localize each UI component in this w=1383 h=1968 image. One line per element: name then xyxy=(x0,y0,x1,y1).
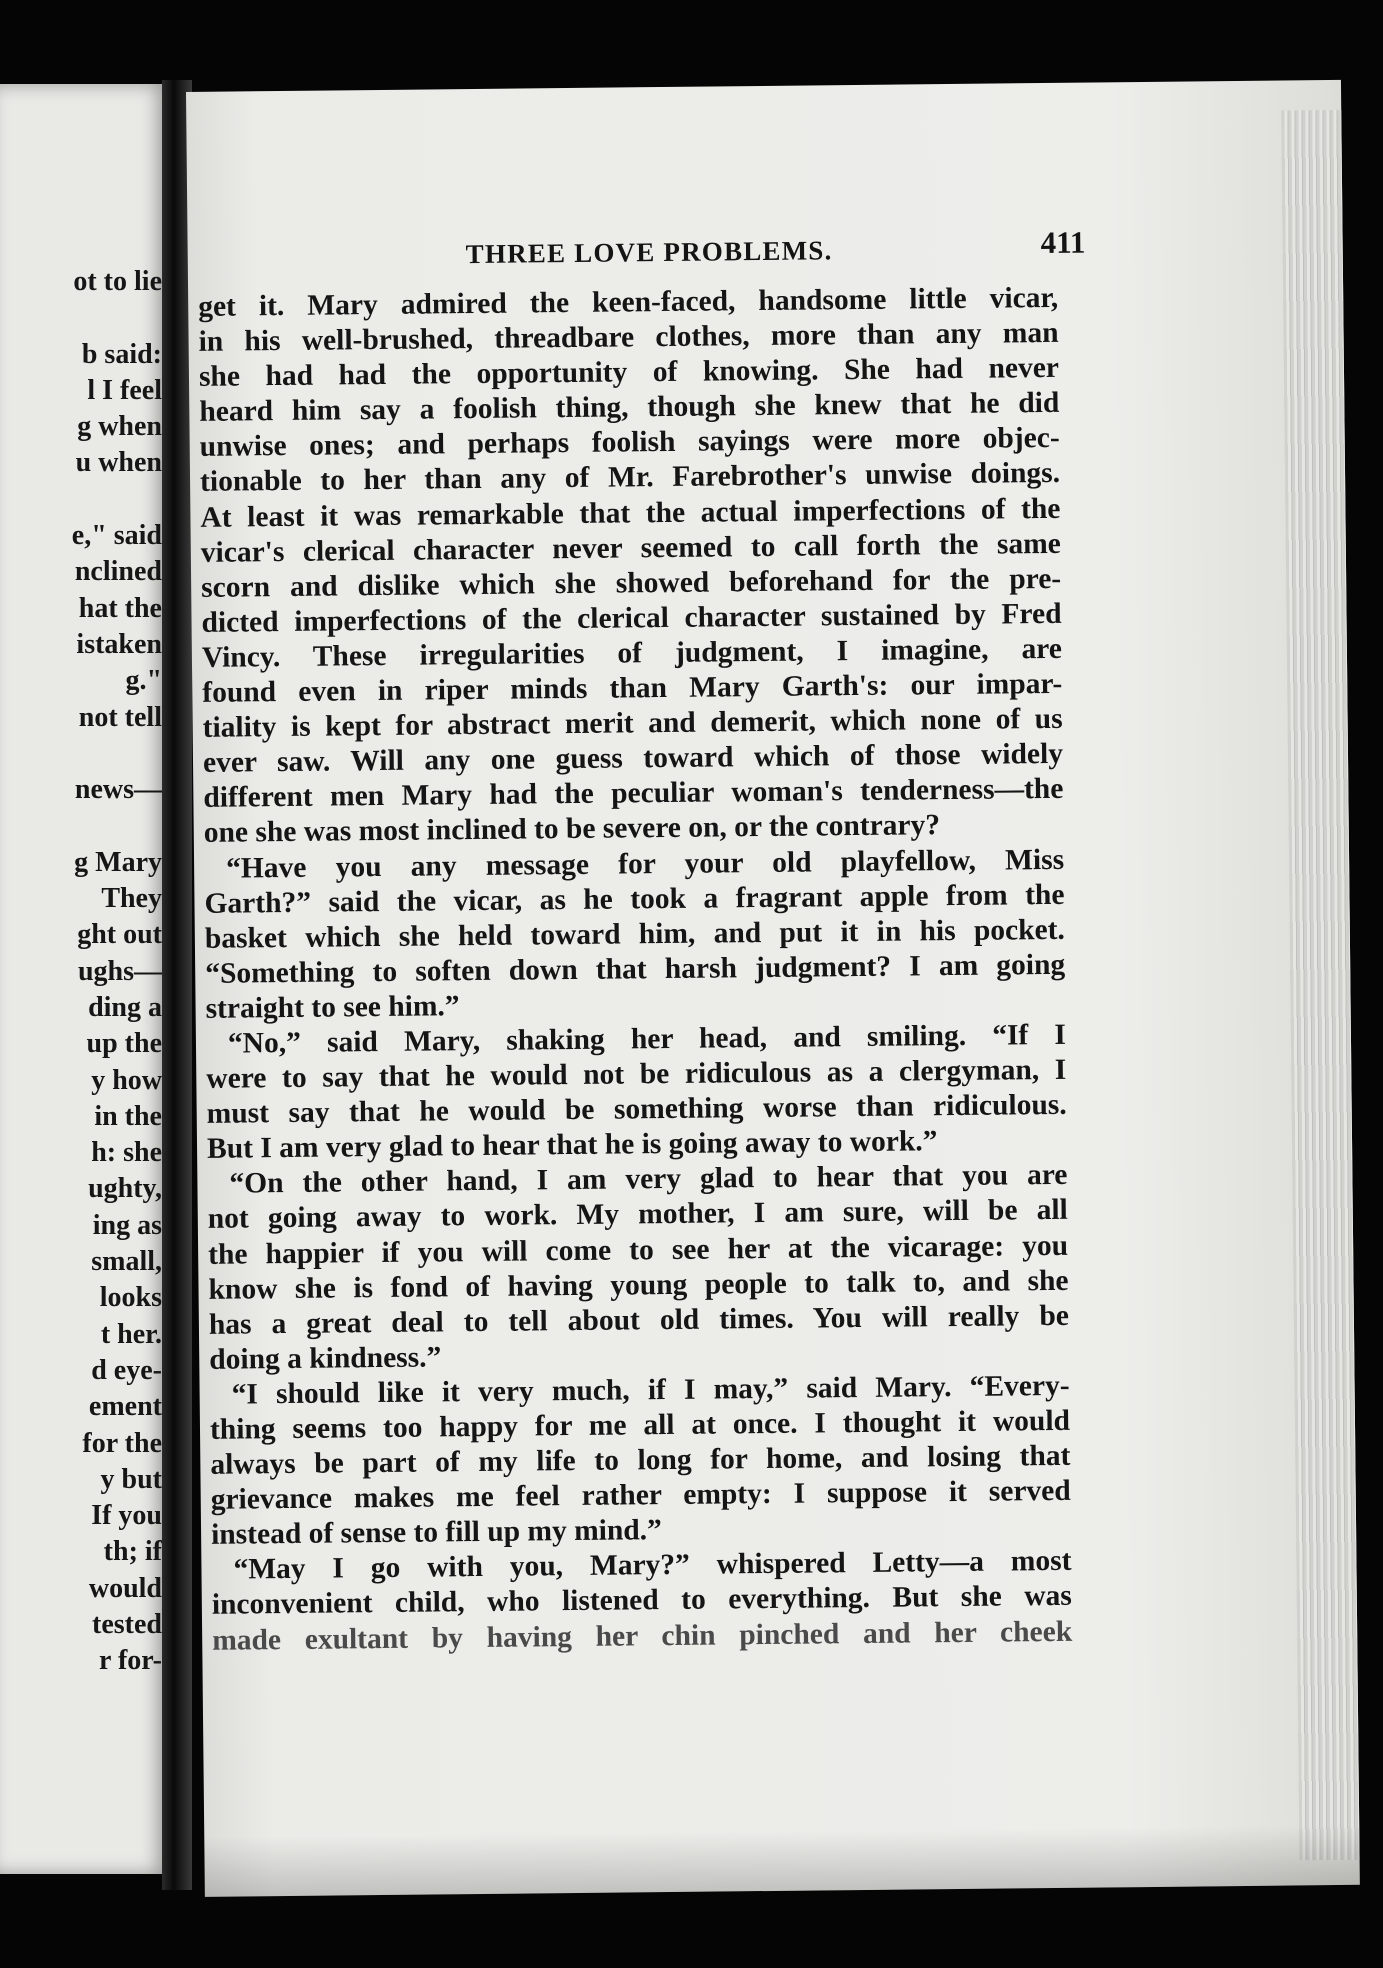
left-page-fragment: g Mary xyxy=(74,846,162,878)
left-page-fragment xyxy=(0,736,162,772)
left-page-fragment xyxy=(0,808,162,844)
left-page-fragment: looks xyxy=(99,1282,162,1314)
running-title: THREE LOVE PROBLEMS. xyxy=(465,235,833,270)
text-line: tionable to her than any of Mr. Farebrother's unwise doings. xyxy=(199,457,1061,499)
left-page-fragment: th; if xyxy=(103,1536,162,1568)
text-line: know she is fond of having young people to talk to, and she xyxy=(208,1264,1069,1306)
left-page-fragment: news— xyxy=(74,774,162,806)
text-line: dicted imperfections of the clerical character sustained by Fred xyxy=(201,597,1062,639)
text-line: “I should like it very much, if I may,” said Mary. “Every- xyxy=(231,1369,1070,1411)
left-page-fragment xyxy=(0,482,162,518)
left-page-fragment xyxy=(0,300,162,336)
left-page-fragment: ot to lie xyxy=(73,266,162,297)
book-page-411 xyxy=(186,80,1360,1897)
left-page-fragment: b said: xyxy=(81,338,162,370)
text-line: thing seems too happy for me all at once. I thought it would xyxy=(209,1404,1071,1446)
text-line: one she was most inclined to be severe on, or the contrary? xyxy=(203,809,941,850)
text-line: “No,” said Mary, shaking her head, and smiling. “If I xyxy=(227,1018,1067,1060)
text-line: “Something to soften down that harsh judgment? I am going xyxy=(205,948,1066,990)
left-page-fragment: tested xyxy=(92,1608,162,1640)
text-line: ever saw. Will any one guess toward which of those widely xyxy=(202,738,1064,780)
left-page-fragment: nclined xyxy=(74,556,162,588)
left-page-fragment: not tell xyxy=(78,701,162,733)
text-line: the happier if you will come to see her at the vicarage: you xyxy=(208,1229,1069,1271)
text-line: unwise ones; and perhaps foolish sayings were more objec- xyxy=(199,422,1060,464)
page-number: 411 xyxy=(1040,224,1086,261)
left-page-fragment: ughty, xyxy=(88,1173,162,1205)
left-facing-page xyxy=(0,84,168,1874)
left-page-fragment: ement xyxy=(88,1391,162,1423)
left-page-text-fragments xyxy=(0,264,162,1680)
left-page-fragment: ght out xyxy=(77,919,162,951)
text-line: has a great deal to tell about old times. You will really be xyxy=(208,1299,1070,1341)
left-page-fragment: l I feel xyxy=(87,374,162,406)
page-edges xyxy=(1281,110,1359,1861)
book-gutter xyxy=(162,80,192,1890)
text-line: made exultant by having her chin pinched and her cheek xyxy=(212,1615,1073,1657)
text-line: in his well-brushed, threadbare clothes, more than any man xyxy=(198,316,1059,358)
left-page-fragment: ing as xyxy=(92,1209,162,1241)
left-page-fragment: up the xyxy=(86,1028,162,1060)
left-page-fragment: g." xyxy=(125,665,162,697)
page-bottom-shadow xyxy=(204,1825,1360,1897)
left-page-fragment: would xyxy=(88,1572,162,1604)
left-page-fragment: ding a xyxy=(88,991,162,1023)
left-page-fragment: for the xyxy=(82,1427,162,1459)
left-page-fragment: If you xyxy=(91,1500,162,1532)
running-head xyxy=(188,224,1288,270)
left-page-fragment: d eye- xyxy=(91,1354,162,1386)
left-page-fragment: t her. xyxy=(100,1318,162,1350)
text-line: Garth?” said the vicar, as he took a fragrant apple from the xyxy=(204,878,1065,920)
text-line: not going away to work. My mother, I am sure, will be all xyxy=(207,1194,1068,1236)
left-page-fragment: y how xyxy=(91,1064,162,1096)
text-line: were to say that he would not be ridiculous as a clergyman, I xyxy=(206,1053,1067,1095)
text-line: always be part of my life to long for home, and losing that xyxy=(210,1439,1071,1481)
text-line: she had had the opportunity of knowing. She had never xyxy=(198,352,1060,394)
text-line: get it. Mary admired the keen-faced, handsome little vicar, xyxy=(198,281,1059,323)
left-page-fragment: They xyxy=(101,883,162,915)
text-line: found even in riper minds than Mary Garth's: our impar- xyxy=(202,667,1063,709)
left-page-fragment: e," said xyxy=(71,520,162,552)
left-page-fragment: in the xyxy=(94,1100,162,1132)
left-page-fragment: r for- xyxy=(99,1645,162,1677)
text-line: tiality is kept for abstract merit and demerit, which none of us xyxy=(202,702,1063,744)
left-page-fragment: g when xyxy=(77,411,162,443)
left-page-fragment: ughs— xyxy=(77,955,162,987)
text-line: basket which she held toward him, and put it in his pocket. xyxy=(204,913,1065,955)
text-line: grievance makes me feel rather empty: I suppose it served xyxy=(210,1475,1071,1517)
text-line: doing a kindness.” xyxy=(209,1341,442,1376)
text-line: But I am very glad to hear that he is going away to work.” xyxy=(206,1125,938,1166)
text-line: vicar's clerical character never seemed to call forth the same xyxy=(200,527,1061,569)
text-line: straight to see him.” xyxy=(205,990,460,1025)
text-line: “Have you any message for your old playfellow, Miss xyxy=(225,843,1065,885)
text-line: “On the other hand, I am very glad to hear that you are xyxy=(229,1159,1068,1200)
left-page-fragment: y but xyxy=(100,1463,162,1495)
text-line: scorn and dislike which she showed beforehand for the pre- xyxy=(201,562,1062,604)
text-line: different men Mary had the peculiar woman's tenderness—the xyxy=(203,773,1064,815)
page-body-text xyxy=(198,281,1072,1659)
text-line: “May I go with you, Mary?” whispered Letty—a most xyxy=(233,1545,1072,1586)
left-page-fragment: small, xyxy=(91,1246,162,1278)
left-page-fragment: istaken xyxy=(76,628,162,660)
text-line: instead of sense to fill up my mind.” xyxy=(210,1514,663,1552)
text-line: Vincy. These irregularities of judgment, I imagine, are xyxy=(201,632,1063,674)
left-page-fragment: u when xyxy=(75,447,162,479)
text-line: At least it was remarkable that the actual imperfections of the xyxy=(200,492,1061,534)
left-page-fragment: h: she xyxy=(91,1137,162,1169)
left-page-fragment: hat the xyxy=(78,592,162,624)
text-line: heard him say a foolish thing, though she knew that he did xyxy=(199,387,1060,429)
text-line: inconvenient child, who listened to everything. But she was xyxy=(211,1580,1072,1622)
text-line: must say that he would be something worse than ridiculous. xyxy=(206,1088,1067,1130)
